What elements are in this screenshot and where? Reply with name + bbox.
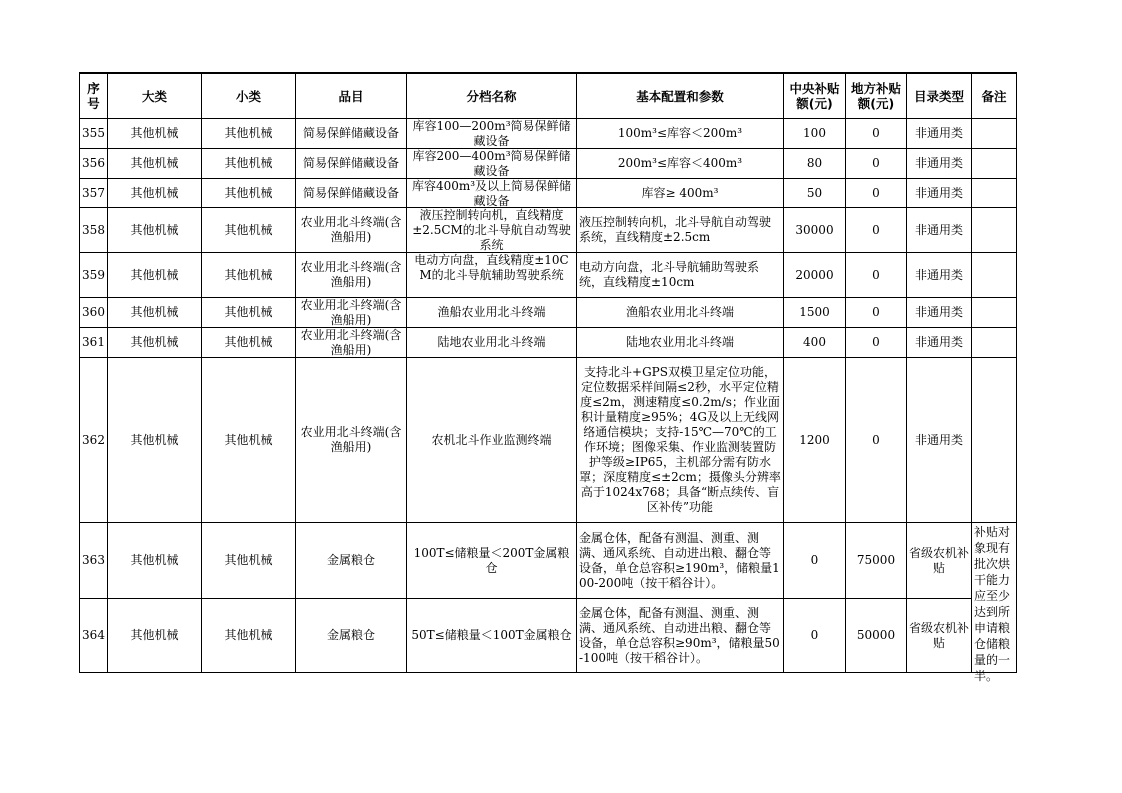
cell-seq: 363 <box>80 523 108 599</box>
cell-config: 100m³≤库容＜200m³ <box>577 119 784 149</box>
cell-minor: 其他机械 <box>202 523 296 599</box>
cell-major: 其他机械 <box>108 523 202 599</box>
cell-central: 100 <box>784 119 846 149</box>
cell-tier-text: 电动方向盘，直线精度±10CM的北斗导航辅助驾驶系统 <box>414 253 569 282</box>
cell-item: 金属粮仓 <box>296 523 407 599</box>
cell-remark <box>972 358 1017 523</box>
cell-central: 30000 <box>784 208 846 253</box>
table-row <box>80 253 1017 298</box>
cell-config: 库容≥ 400m³ <box>577 179 784 208</box>
cell-major: 其他机械 <box>108 253 202 298</box>
cell-major: 其他机械 <box>108 328 202 358</box>
cell-local: 50000 <box>846 599 907 673</box>
cell-local: 0 <box>846 119 907 149</box>
table-row <box>80 328 1017 358</box>
cell-tier: 陆地农业用北斗终端 <box>407 328 577 358</box>
cell-item-text: 农业用北斗终端(含渔船用) <box>300 328 402 357</box>
cell-local: 0 <box>846 328 907 358</box>
cell-seq: 359 <box>80 253 108 298</box>
cell-catalog: 非通用类 <box>907 119 972 149</box>
cell-minor: 其他机械 <box>202 149 296 179</box>
header-item: 品目 <box>296 73 407 119</box>
cell-local: 0 <box>846 179 907 208</box>
cell-tier: 50T≤储粮量＜100T金属粮仓 <box>407 599 577 673</box>
cell-central: 400 <box>784 328 846 358</box>
cell-config: 陆地农业用北斗终端 <box>577 328 784 358</box>
header-minor: 小类 <box>202 73 296 119</box>
cell-item: 农业用北斗终端(含渔船用) <box>296 358 407 523</box>
cell-catalog: 非通用类 <box>907 179 972 208</box>
cell-config: 200m³≤库容＜400m³ <box>577 149 784 179</box>
table-row <box>80 523 1017 599</box>
cell-tier: 100T≤储粮量＜200T金属粮仓 <box>407 523 577 599</box>
cell-seq: 355 <box>80 119 108 149</box>
cell-central: 1500 <box>784 298 846 328</box>
cell-item <box>296 328 407 358</box>
cell-catalog: 非通用类 <box>907 149 972 179</box>
cell-remark <box>972 298 1017 328</box>
cell-remark-merged <box>972 523 1017 683</box>
cell-tier-text: 液压控制转向机，直线精度±2.5CM的北斗导航自动驾驶系统 <box>412 208 571 252</box>
cell-minor: 其他机械 <box>202 358 296 523</box>
cell-catalog: 省级农机补贴 <box>907 523 972 599</box>
cell-remark <box>972 149 1017 179</box>
cell-tier <box>407 119 577 149</box>
cell-central: 0 <box>784 523 846 599</box>
cell-item: 简易保鲜储藏设备 <box>296 179 407 208</box>
header-row <box>80 73 1017 119</box>
cell-remark <box>972 328 1017 358</box>
table-row <box>80 179 1017 208</box>
cell-local: 75000 <box>846 523 907 599</box>
cell-seq: 361 <box>80 328 108 358</box>
cell-item: 简易保鲜储藏设备 <box>296 149 407 179</box>
cell-seq: 360 <box>80 298 108 328</box>
header-major: 大类 <box>108 73 202 119</box>
cell-catalog: 非通用类 <box>907 298 972 328</box>
table-row <box>80 149 1017 179</box>
header-catalog: 目录类型 <box>907 73 972 119</box>
cell-config: 渔船农业用北斗终端 <box>577 298 784 328</box>
cell-local: 0 <box>846 358 907 523</box>
table-row <box>80 298 1017 328</box>
cell-local: 0 <box>846 298 907 328</box>
cell-config: 电动方向盘，北斗导航辅助驾驶系统，直线精度±10cm <box>577 253 784 298</box>
cell-seq: 364 <box>80 599 108 673</box>
subsidy-table <box>79 72 1017 683</box>
cell-tier-text: 库容200—400m³简易保鲜储藏设备 <box>412 149 571 178</box>
cell-config: 金属仓体，配备有测温、测重、测满、通风系统、自动进出粮、翻仓等设备，单仓总容积≥90m³，储粮量50-100吨（按干稻谷计）。 <box>577 599 784 673</box>
cell-seq: 357 <box>80 179 108 208</box>
cell-central: 50 <box>784 179 846 208</box>
cell-seq: 358 <box>80 208 108 253</box>
cell-major: 其他机械 <box>108 179 202 208</box>
cell-item: 金属粮仓 <box>296 599 407 673</box>
cell-local: 0 <box>846 208 907 253</box>
cell-catalog: 非通用类 <box>907 208 972 253</box>
cell-central: 80 <box>784 149 846 179</box>
header-config: 基本配置和参数 <box>577 73 784 119</box>
header-local: 地方补贴额(元) <box>846 73 907 119</box>
table-row <box>80 208 1017 253</box>
cell-catalog: 省级农机补贴 <box>907 599 972 673</box>
cell-minor: 其他机械 <box>202 599 296 673</box>
cell-central: 20000 <box>784 253 846 298</box>
cell-major: 其他机械 <box>108 208 202 253</box>
cell-tier <box>407 253 577 298</box>
cell-remark <box>972 253 1017 298</box>
cell-seq: 362 <box>80 358 108 523</box>
cell-remark <box>972 119 1017 149</box>
cell-central: 0 <box>784 599 846 673</box>
cell-tier: 渔船农业用北斗终端 <box>407 298 577 328</box>
cell-item <box>296 208 407 253</box>
cell-item-text: 农业用北斗终端(含渔船用) <box>300 215 402 244</box>
cell-minor: 其他机械 <box>202 119 296 149</box>
cell-tier <box>407 208 577 253</box>
cell-minor: 其他机械 <box>202 253 296 298</box>
cell-config <box>577 358 784 523</box>
table-row <box>80 599 1017 673</box>
cell-remark <box>972 179 1017 208</box>
cell-tier <box>407 149 577 179</box>
cell-item: 简易保鲜储藏设备 <box>296 119 407 149</box>
cell-major: 其他机械 <box>108 149 202 179</box>
cell-local: 0 <box>846 149 907 179</box>
cell-catalog: 非通用类 <box>907 358 972 523</box>
table-row <box>80 358 1017 523</box>
cell-catalog: 非通用类 <box>907 253 972 298</box>
cell-minor: 其他机械 <box>202 208 296 253</box>
cell-minor: 其他机械 <box>202 298 296 328</box>
cell-minor: 其他机械 <box>202 328 296 358</box>
cell-central: 1200 <box>784 358 846 523</box>
cell-tier-text: 库容400m³及以上简易保鲜储藏设备 <box>411 179 572 208</box>
cell-minor: 其他机械 <box>202 179 296 208</box>
cell-catalog: 非通用类 <box>907 328 972 358</box>
cell-major: 其他机械 <box>108 599 202 673</box>
cell-item <box>296 253 407 298</box>
cell-item <box>296 298 407 328</box>
header-tier: 分档名称 <box>407 73 577 119</box>
cell-local: 0 <box>846 253 907 298</box>
cell-config: 液压控制转向机，北斗导航自动驾驶系统，直线精度±2.5cm <box>577 208 784 253</box>
cell-seq: 356 <box>80 149 108 179</box>
header-seq: 序号 <box>80 73 108 119</box>
remark-merged-text: 补贴对象现有批次烘干能力应至少达到所申请粮仓储粮量的一半。 <box>974 524 1011 683</box>
cell-tier: 农机北斗作业监测终端 <box>407 358 577 523</box>
cell-major: 其他机械 <box>108 298 202 328</box>
cell-major: 其他机械 <box>108 358 202 523</box>
table-row <box>80 119 1017 149</box>
cell-item-text: 农业用北斗终端(含渔船用) <box>300 298 402 327</box>
cell-major: 其他机械 <box>108 119 202 149</box>
cell-config-text: 支持北斗+GPS双模卫星定位功能，定位数据采样间隔≤2秒，水平定位精度≤2m，测速精度≤0.2m/s；作业面积计量精度≥95%；4G及以上无线网络通信模块；支持-15℃—70℃的工作环境；图像采集、作业监测装置防护等级≥IP65，主机部分需有防水罩；深度精度≤±2cm；摄像头分辨率高于1024x768；具备“断点续传、盲区补传”功能 <box>579 365 781 514</box>
cell-config: 金属仓体，配备有测温、测重、测满、通风系统、自动进出粮、翻仓等设备，单仓总容积≥190m³，储粮量100-200吨（按干稻谷计）。 <box>577 523 784 599</box>
header-remark: 备注 <box>972 73 1017 119</box>
cell-tier-text: 库容100—200m³简易保鲜储藏设备 <box>412 119 571 148</box>
cell-tier <box>407 179 577 208</box>
header-central: 中央补贴额(元) <box>784 73 846 119</box>
cell-item-text: 农业用北斗终端(含渔船用) <box>300 260 402 289</box>
cell-remark <box>972 208 1017 253</box>
